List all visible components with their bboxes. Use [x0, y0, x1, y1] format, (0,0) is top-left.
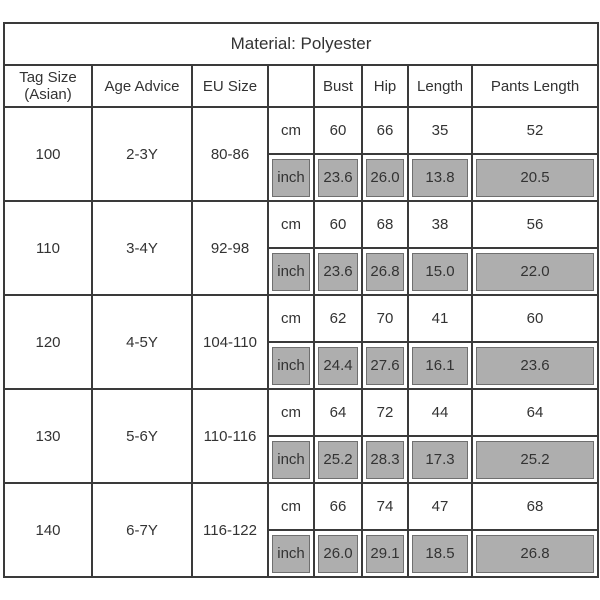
size-row-cm [4, 483, 598, 530]
unit-inch-cell [268, 530, 314, 577]
pants-length-inch-cell-value: 26.8 [476, 535, 594, 573]
unit-inch-cell-value: inch [272, 535, 310, 573]
pants-length-cm-cell: 52 [472, 107, 598, 154]
age-advice-cell: 4-5Y [92, 295, 192, 389]
hip-inch-cell-value: 29.1 [366, 535, 404, 573]
length-inch-cell [408, 436, 472, 483]
size-row-cm [4, 107, 598, 154]
header-eu-size: EU Size [192, 65, 268, 107]
unit-inch-cell [268, 342, 314, 389]
bust-inch-cell-value: 25.2 [318, 441, 358, 479]
unit-inch-cell-value: inch [272, 159, 310, 197]
eu-size-cell: 116-122 [192, 483, 268, 577]
header-tag-size-line2: (Asian) [24, 86, 72, 103]
header-bust: Bust [314, 65, 362, 107]
age-advice-cell: 3-4Y [92, 201, 192, 295]
pants-length-cm-cell: 64 [472, 389, 598, 436]
pants-length-inch-cell-value: 23.6 [476, 347, 594, 385]
bust-inch-cell [314, 436, 362, 483]
hip-cm-cell: 70 [362, 295, 408, 342]
bust-inch-cell-value: 26.0 [318, 535, 358, 573]
hip-cm-cell: 72 [362, 389, 408, 436]
bust-cm-cell: 64 [314, 389, 362, 436]
pants-length-inch-cell-value: 25.2 [476, 441, 594, 479]
hip-inch-cell-value: 27.6 [366, 347, 404, 385]
length-inch-cell [408, 342, 472, 389]
tag-size-cell: 140 [4, 483, 92, 577]
eu-size-cell: 92-98 [192, 201, 268, 295]
pants-length-inch-cell [472, 248, 598, 295]
unit-cm-cell: cm [268, 483, 314, 530]
length-cm-cell: 38 [408, 201, 472, 248]
length-inch-cell [408, 530, 472, 577]
hip-inch-cell-value: 28.3 [366, 441, 404, 479]
pants-length-inch-cell [472, 530, 598, 577]
bust-cm-cell: 66 [314, 483, 362, 530]
hip-inch-cell [362, 530, 408, 577]
bust-inch-cell [314, 530, 362, 577]
hip-inch-cell-value: 26.0 [366, 159, 404, 197]
tag-size-cell: 110 [4, 201, 92, 295]
eu-size-cell: 104-110 [192, 295, 268, 389]
hip-inch-cell [362, 248, 408, 295]
bust-inch-cell-value: 23.6 [318, 253, 358, 291]
hip-inch-cell-value: 26.8 [366, 253, 404, 291]
age-advice-cell: 2-3Y [92, 107, 192, 201]
unit-inch-cell [268, 154, 314, 201]
unit-cm-cell: cm [268, 201, 314, 248]
hip-cm-cell: 66 [362, 107, 408, 154]
bust-inch-cell [314, 248, 362, 295]
length-inch-cell-value: 18.5 [412, 535, 468, 573]
unit-inch-cell [268, 248, 314, 295]
header-tag-size [4, 65, 92, 107]
unit-cm-cell: cm [268, 295, 314, 342]
pants-length-cm-cell: 68 [472, 483, 598, 530]
length-cm-cell: 47 [408, 483, 472, 530]
pants-length-cm-cell: 60 [472, 295, 598, 342]
hip-inch-cell [362, 436, 408, 483]
header-row [4, 65, 598, 107]
pants-length-inch-cell-value: 22.0 [476, 253, 594, 291]
bust-cm-cell: 60 [314, 107, 362, 154]
chart-title: Material: Polyester [4, 23, 598, 65]
age-advice-cell: 6-7Y [92, 483, 192, 577]
bust-cm-cell: 60 [314, 201, 362, 248]
header-age-advice: Age Advice [92, 65, 192, 107]
length-inch-cell-value: 13.8 [412, 159, 468, 197]
pants-length-inch-cell-value: 20.5 [476, 159, 594, 197]
size-row-cm [4, 295, 598, 342]
pants-length-inch-cell [472, 154, 598, 201]
hip-inch-cell [362, 154, 408, 201]
bust-cm-cell: 62 [314, 295, 362, 342]
length-cm-cell: 41 [408, 295, 472, 342]
hip-inch-cell [362, 342, 408, 389]
pants-length-inch-cell [472, 436, 598, 483]
size-row-cm [4, 201, 598, 248]
length-inch-cell-value: 15.0 [412, 253, 468, 291]
bust-inch-cell-value: 24.4 [318, 347, 358, 385]
unit-inch-cell-value: inch [272, 441, 310, 479]
bust-inch-cell [314, 342, 362, 389]
length-inch-cell-value: 17.3 [412, 441, 468, 479]
bust-inch-cell [314, 154, 362, 201]
header-unit [268, 65, 314, 107]
size-row-cm [4, 389, 598, 436]
tag-size-cell: 130 [4, 389, 92, 483]
header-length: Length [408, 65, 472, 107]
length-cm-cell: 44 [408, 389, 472, 436]
header-hip: Hip [362, 65, 408, 107]
unit-inch-cell-value: inch [272, 347, 310, 385]
pants-length-inch-cell [472, 342, 598, 389]
length-inch-cell-value: 16.1 [412, 347, 468, 385]
length-inch-cell [408, 248, 472, 295]
unit-inch-cell [268, 436, 314, 483]
hip-cm-cell: 68 [362, 201, 408, 248]
bust-inch-cell-value: 23.6 [318, 159, 358, 197]
header-pants-length: Pants Length [472, 65, 598, 107]
unit-cm-cell: cm [268, 107, 314, 154]
eu-size-cell: 80-86 [192, 107, 268, 201]
hip-cm-cell: 74 [362, 483, 408, 530]
tag-size-cell: 120 [4, 295, 92, 389]
eu-size-cell: 110-116 [192, 389, 268, 483]
size-chart [3, 22, 597, 578]
tag-size-cell: 100 [4, 107, 92, 201]
pants-length-cm-cell: 56 [472, 201, 598, 248]
age-advice-cell: 5-6Y [92, 389, 192, 483]
length-inch-cell [408, 154, 472, 201]
size-table [3, 22, 599, 578]
unit-inch-cell-value: inch [272, 253, 310, 291]
length-cm-cell: 35 [408, 107, 472, 154]
header-tag-size-line1: Tag Size [19, 69, 77, 86]
unit-cm-cell: cm [268, 389, 314, 436]
